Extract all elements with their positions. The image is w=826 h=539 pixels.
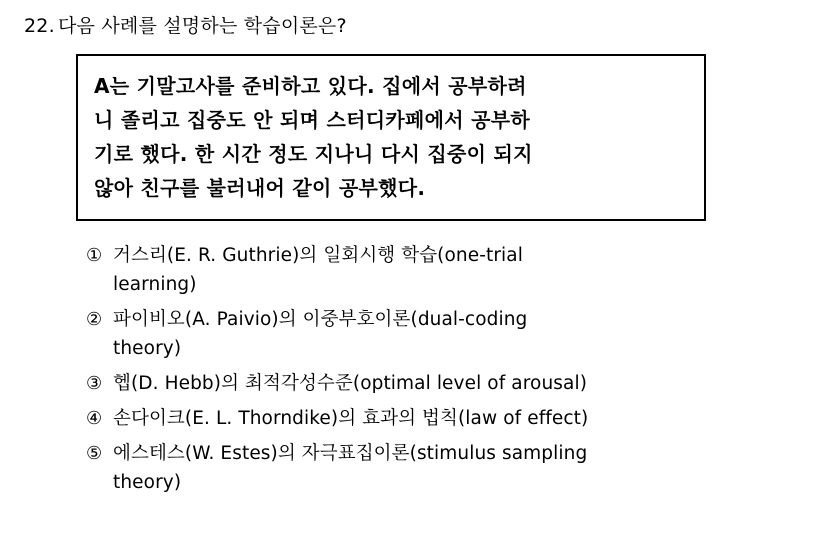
stimulus-line-2: 니 졸리고 집중도 안 되며 스터디카페에서 공부하 xyxy=(94,108,530,132)
answer-choices xyxy=(86,241,786,497)
choice-text-4: 손다이크(E. L. Thorndike)의 효과의 법칙(law of effect) xyxy=(113,408,589,429)
stimulus-line-4: 않아 친구를 불러내어 같이 공부했다. xyxy=(94,176,426,200)
choice-marker-1: ① xyxy=(86,245,103,266)
choice-text-5-line1: 에스테스(W. Estes)의 자극표집이론(stimulus sampling xyxy=(113,443,588,464)
choice-marker-5: ⑤ xyxy=(86,443,103,464)
choice-text-2-line2: theory) xyxy=(113,338,182,359)
choice-text-3: 헵(D. Hebb)의 최적각성수준(optimal level of arousal) xyxy=(113,373,588,394)
question-heading xyxy=(24,12,808,40)
choice-text-5 xyxy=(113,439,786,497)
stimulus-line-1: A는 기말고사를 준비하고 있다. 집에서 공부하려 xyxy=(94,74,527,98)
choice-text-2 xyxy=(113,305,786,363)
choice-option-5[interactable] xyxy=(86,439,786,497)
choice-option-2[interactable] xyxy=(86,305,786,363)
question-text: 다음 사례를 설명하는 학습이론은? xyxy=(58,15,347,37)
stimulus-line-3: 기로 했다. 한 시간 정도 지나니 다시 집중이 되지 xyxy=(94,142,533,166)
choice-option-4[interactable] xyxy=(86,404,786,433)
choice-option-1[interactable] xyxy=(86,241,786,299)
stimulus-box xyxy=(76,54,706,221)
choice-marker-3: ③ xyxy=(86,373,103,394)
choice-text-1 xyxy=(113,241,786,299)
choice-text-5-line2: theory) xyxy=(113,472,182,493)
choice-marker-4: ④ xyxy=(86,408,103,429)
choice-option-3[interactable] xyxy=(86,369,786,398)
choice-text-1-line1: 거스리(E. R. Guthrie)의 일회시행 학습(one-trial xyxy=(113,245,523,266)
question-number: 22. xyxy=(24,15,55,37)
choice-text-2-line1: 파이비오(A. Paivio)의 이중부호이론(dual-coding xyxy=(113,309,528,330)
choice-marker-2: ② xyxy=(86,309,103,330)
choice-text-1-line2: learning) xyxy=(113,274,197,295)
